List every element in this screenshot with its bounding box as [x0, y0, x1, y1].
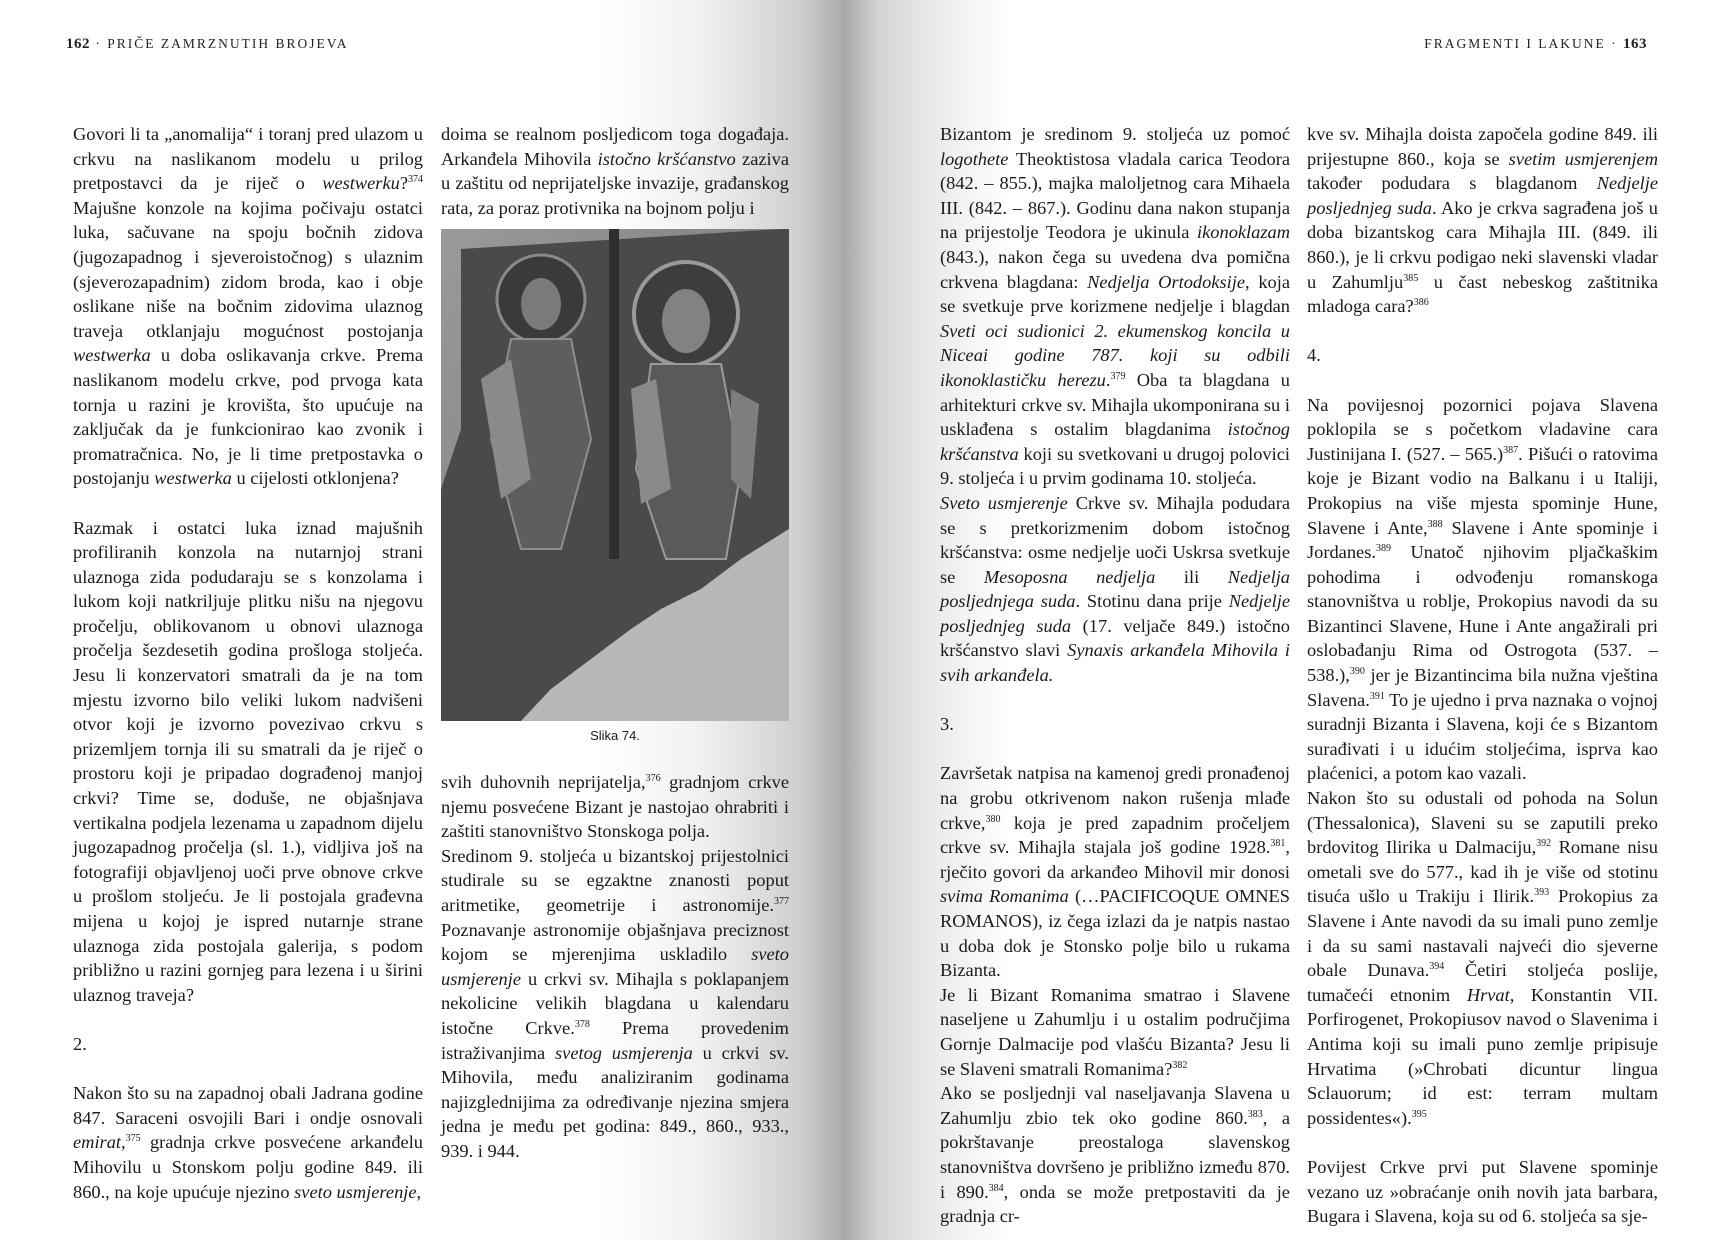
figure-caption: Slika 74.: [590, 728, 640, 743]
footnote-ref: 382: [1172, 1059, 1188, 1071]
footnote-ref: 384: [988, 1182, 1004, 1194]
paragraph: kve sv. Mihajla doista započela godine 849. ili prijestupne 860., koja se svetim usmjerenjem također podudara s blagdanom Nedjelje posljednjeg suda. Ako je crkva sagrađena još u doba bizantskog cara Mihajla III. (849. ili 860.), je li crkvu podigao neki slavenski vladar u Zahumlju$^{385}$ u čast nebeskog zaštitnika mladoga cara?$^{386}$: [1307, 124, 1658, 317]
paragraph: Govori li ta „anomalija“ i toranj pred ulazom u crkvu na naslikanom modelu u prilog pretpostavci da je riječ o westwerku?$^{374}$ Majušne konzole na kojima počivaju ostatci luka, sačuvane na spoju bočnih zidova (jugozapadnog i sjeveroistočnog) s ulaznim (sjeverozapadnim) zidom broda, kao i obje oslikane niše na bočnim zidovima ulaznog traveja otklanjaju mogućnost postojanja westwerka u doba oslikavanja crkve. Prema naslikanom modelu crkve, pod prvoga kata tornja u razini je krovišta, što upućuje na zaključak da je funkcionirao kao zvonik i promatračnica. No, je li time pretpostavka o postojanju westwerka u cijelosti otklonjena?: [73, 124, 423, 489]
left-page-column-2-bottom: [441, 770, 789, 1164]
footnote-ref: 376: [645, 772, 661, 784]
section-number: 3.: [940, 714, 954, 735]
fresco-photo: [441, 229, 789, 721]
paragraph: Završetak natpisa na kamenoj gredi pronađenoj na grobu otkrivenom nakon rušenja mlađe crkve,$^{380}$ koja je pred zapadnim pročeljem crkve sv. Mihajla stajala još godine 1928.$^{381}$, rječito govori da arkanđeo Mihovil mir donosi svima Romanima (…PACIFICOQUE OMNES ROMANOS), iz čega izlazi da je natpis nastao u doba dok je Stonsko polje bilo u rukama Bizanta.: [940, 763, 1290, 981]
footnote-ref: 381: [1270, 838, 1286, 850]
paragraph: Bizantom je sredinom 9. stoljeća uz pomoć logothete Theoktistosa vladala carica Teodora (842. – 855.), majka maloljetnog cara Mihaela III. (842. – 867.). Godinu dana nakon stupanja na prijestolje Teodora je ukinula ikonoklazam (843.), nakon čega su uvedena dva pomična crkvena blagdana: Nedjelja Ortodoksije, koja se svetkuje prve korizmene nedjelje i blagdan Sveti oci sudionici 2. ekumenskog koncila u Niceai godine 787. koji su odbili ikonoklastičku herezu.$^{379}$ Oba ta blagdana u arhitekturi crkve sv. Mihajla ukomponirana su i usklađena s ostalim blagdanima istočnog kršćanstva koji su svetkovani u drugoj polovici 9. stoljeća i u prvim godinama 10. stoljeća.: [940, 124, 1290, 489]
footnote-ref: 390: [1349, 665, 1365, 677]
footnote-ref: 388: [1427, 518, 1443, 530]
paragraph: Razmak i ostatci luka iznad majušnih profiliranih konzola na nutarnjoj strani ulaznoga zida podudaraju se s konzolama i lukom koji natkriljuje plitku nišu na njegovu pročelju, oblikovanom u obnovi ulaznoga pročelja šezdesetih godina prošloga stoljeća. Jesu li konzervatori smatrali da je na tom mjestu izvorno bilo veliki lukom nadvišeni otvor koji je izvorno povezivao crkvu s prizemljem tornja ili su smatrali da je riječ o prostoru koji je pripadao dograđenoj manjoj crkvi? Time se, doduše, ne objašnjava vertikalna podjela lezenama u zapadnom dijelu jugozapadnog pročelja (sl. 1.), vidljiva još na fotografiji objavljenoj uoči prve obnove crkve u prošlom stoljeću. Je li postojala građevna mijena u kojoj je ispred nutarnje strane ulaznoga zida postojala galerija, s podom približno u razini gornjeg para lezena i u širini ulaznog traveja?: [73, 517, 423, 1005]
footnote-ref: 393: [1534, 887, 1550, 899]
section-number: 2.: [73, 1033, 87, 1054]
left-page-column-2-top: [441, 122, 789, 220]
footnote-ref: 395: [1411, 1108, 1427, 1120]
left-running-header: [66, 36, 349, 53]
paragraph: Sredinom 9. stoljeća u bizantskoj prijestolnici studirale su se egzaktne znanosti poput aritmetike, geometrije i astronomije.$^{377}$ Poznavanje astronomije objašnjava preciznost kojom se mjerenjima uskladilo sveto usmjerenje u crkvi sv. Mihajla s poklapanjem nekolicine velikih blagdana u kalendaru istočne Crkve.$^{378}$ Prema provedenim istraživanjima svetog usmjerenja u crkvi sv. Mihovila, među analiziranim godinama najizglednijima za određivanje njezina smjera jedna je među pet godina: 849., 860., 933., 939. i 944.: [441, 845, 790, 1161]
paragraph: Sveto usmjerenje Crkve sv. Mihajla podudara se s pretkorizmenim dobom istočnog kršćanstva: osme nedjelje uoči Uskrsa svetkuje se Mesoposna nedjelja ili Nedjelja posljednjega suda. Stotinu dana prije Nedjelje posljednjeg suda (17. veljače 849.) istočno kršćanstvo slavi Synaxis arkanđela Mihovila i svih arkanđela.: [940, 492, 1291, 686]
footnote-ref: 386: [1413, 297, 1429, 309]
footnote-ref: 394: [1429, 961, 1445, 973]
footnote-ref: 387: [1503, 444, 1519, 456]
paragraph: Nakon što su odustali od pohoda na Solun (Thessalonica), Slaveni su se zaputili preko brdovitog Ilirika u Dalmaciju,$^{392}$ Romane nisu ometali sve do 577., kad ih je više od stotinu tisuća ušlo u Trakiju i Ilirik.$^{393}$ Prokopius za Slavene i Ante navodi da su imali puno zemlje i da su sami nastavali najveći dio sjeverne obale Dunava.$^{394}$ Četiri stoljeća poslije, tumačeći etnonim Hrvat, Konstantin VII. Porfirogenet, Prokopiusov navod o Slavenima i Antima koji su imali puno zemlje pripisuje Hrvatima (»Chrobati dicuntur lingua Sclauorum; id est: terram multam possidentes«).$^{395}$: [1307, 788, 1658, 1128]
left-page-number: 162: [66, 36, 90, 52]
fresco-illustration: [441, 229, 789, 721]
section-number: 4.: [1307, 345, 1321, 366]
left-header-title: · PRIČE ZAMRZNUTIH BROJEVA: [95, 36, 349, 51]
right-page-column-1: [940, 122, 1290, 1229]
left-page-column-1: [73, 122, 423, 1204]
footnote-ref: 378: [574, 1018, 590, 1030]
paragraph: Je li Bizant Romanima smatrao i Slavene naseljene u Zahumlju i u ostalim područjima Gornje Dalmacije pod vlašću Bizanta? Jesu li se Slaveni smatrali Romanima?$^{382}$: [940, 984, 1290, 1079]
paragraph: Na povijesnoj pozornici pojava Slavena poklopila se s početkom vladavine cara Justinijana I. (527. – 565.)$^{387}$. Pišući o ratovima koje je Bizant vodio na Balkanu i u Italiji, Prokopius na više mjesta spominje Hune, Slavene i Ante,$^{388}$ Slavene i Ante spominje i Jordanes.$^{389}$ Unatoč njihovim pljačkaškim pohodima i odvođenju romanskoga stanovništva u roblje, Prokopius navodi da su Bizantinci Slavene, Hune i Ante angažirali pri oslobađanju Rima od Ostrogota (537. – 538.),$^{390}$ jer je Bizantincima bila nužna vještina Slavena.$^{391}$ To je ujedno i prva naznaka o vojnoj suradnji Bizanta i Slavena, koji će s Bizantom surađivati i u idućim stoljećima, isprva kao plaćenici, a potom kao vazali.: [1307, 394, 1658, 784]
paragraph: Povijest Crkve prvi put Slavene spominje vezano uz »obraćanje onih novih jata barbara, Bugara i Slavena, koja su od 6. stoljeća sa sje-: [1307, 1156, 1658, 1227]
paragraph: Ako se posljednji val naseljavanja Slavena u Zahumlju zbio tek oko godine 860.$^{383}$, a pokrštavanje preostaloga slavenskog stanovništva dovršeno je približno između 870. i 890.$^{384}$, onda se može pretpostaviti da je gradnja cr-: [940, 1083, 1291, 1227]
footnote-ref: 374: [408, 174, 423, 186]
footnote-ref: 380: [985, 813, 1001, 825]
paragraph: doima se realnom posljedicom toga događaja. Arkanđela Mihovila istočno kršćanstvo zaziva u zaštitu od neprijateljske invazije, građanskog rata, za poraz protivnika na bojnom polju i: [441, 124, 789, 218]
paragraph: svih duhovnih neprijatelja,$^{376}$ gradnjom crkve njemu posvećene Bizant je nastojao ohrabriti i zaštiti stanovništvo Stonskoga polja.: [441, 772, 789, 842]
right-header-title: FRAGMENTI I LAKUNE ·: [1424, 36, 1618, 51]
footnote-ref: 377: [774, 895, 789, 907]
paragraph: Nakon što su na zapadnoj obali Jadrana godine 847. Saraceni osvojili Bari i ondje osnovali emirat,$^{375}$ gradnja crkve posvećene arkanđelu Mihovilu u Stonskom polju godine 849. ili 860., na koje upućuje njezino sveto usmjerenje,: [73, 1083, 423, 1202]
right-page-number: 163: [1623, 36, 1647, 52]
footnote-ref: 389: [1375, 542, 1391, 554]
footnote-ref: 379: [1110, 370, 1126, 382]
footnote-ref: 383: [1247, 1108, 1263, 1120]
right-page-column-2: [1307, 122, 1658, 1229]
footnote-ref: 392: [1536, 838, 1552, 850]
footnote-ref: 385: [1403, 272, 1419, 284]
right-running-header: [1424, 36, 1647, 53]
footnote-ref: 375: [125, 1133, 141, 1145]
footnote-ref: 391: [1369, 690, 1385, 702]
